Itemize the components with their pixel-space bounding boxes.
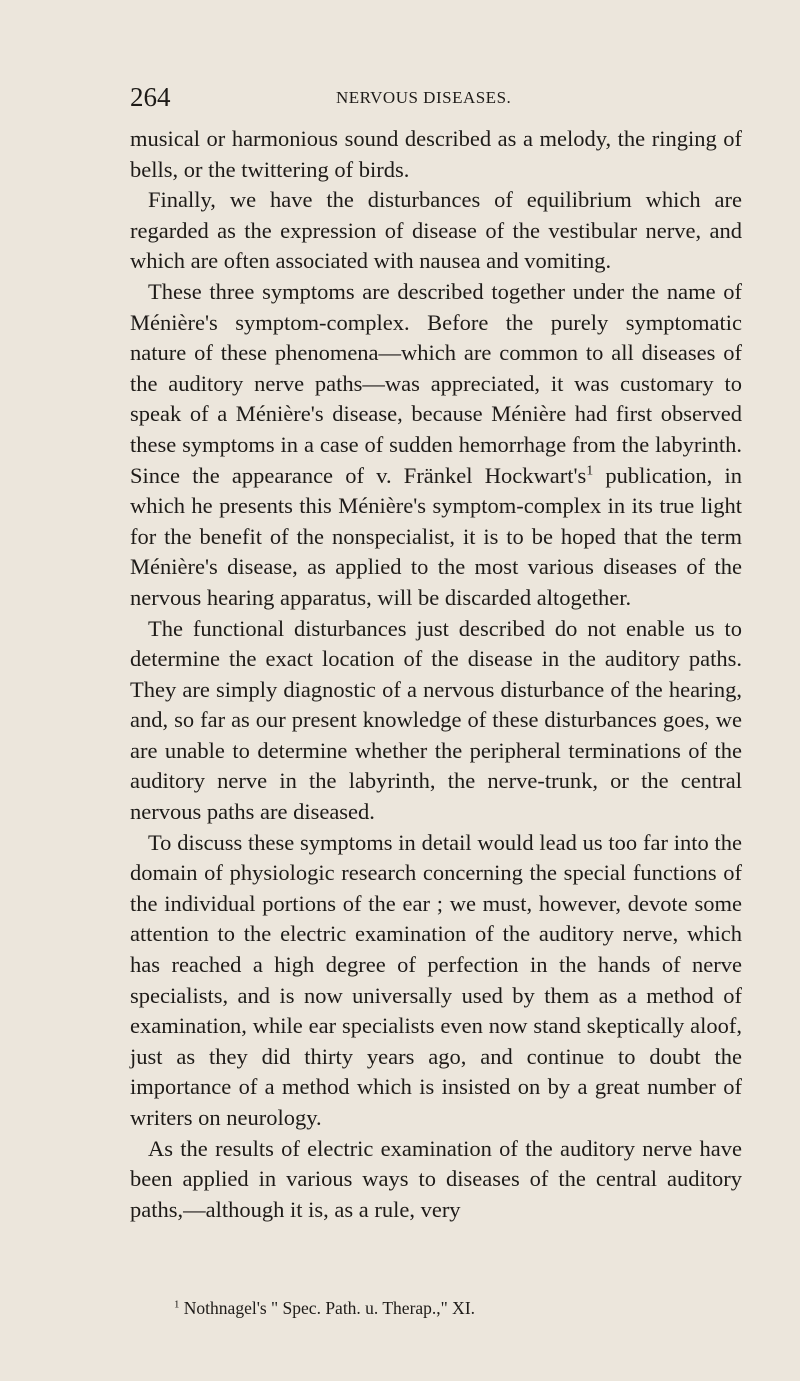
footnote-reference: 1 <box>586 463 594 479</box>
paragraph-central-paths: As the results of electric examination of the auditory nerve have been applied in various ways to diseases of the central auditory paths,—although it is, as a rule, very <box>130 1135 742 1222</box>
page-number: 264 <box>130 82 171 112</box>
paragraph-meniere <box>130 277 742 614</box>
footnote-marker: 1 <box>174 1298 180 1311</box>
paragraph-continuation: musical or harmonious sound described as a melody, the ringing of bells, or the twittering of birds. <box>130 126 742 182</box>
footnote-text: Nothnagel's " Spec. Path. u. Therap.," XI. <box>183 1298 476 1318</box>
running-head <box>130 80 750 114</box>
footnote <box>174 1296 734 1320</box>
paragraph-functional-disturbances: The functional disturbances just described do not enable us to determine the exact location of the disease in the auditory paths. They are simply diagnostic of a nervous disturbance of the hearing, and, so far as our present knowledge of these disturbances goes, we are unable to determine whether the peripheral terminations of the auditory nerve in the labyrinth, the nerve-trunk, or the central nervous paths are diseased. <box>130 615 742 825</box>
running-title: NERVOUS DISEASES. <box>336 88 512 107</box>
paragraph-electric-examination: To discuss these symptoms in detail would lead us too far into the domain of physiologic research concerning the special functions of the individual portions of the ear ; we must, however, devote some attention to the electric examination of the auditory nerve, which has reached a high degree of perfection in the hands of nerve specialists, and is now universally used by them as a method of examination, while ear specialists even now stand skeptically aloof, just as they did thirty years ago, and continue to doubt the importance of a method which is insisted on by a great number of writers on neurology. <box>130 829 742 1130</box>
paragraph-meniere-text-after: publication, in which he presents this Ménière's symptom-complex in its true light for the benefit of the nonspecialist, it is to be hoped that the term Ménière's disease, as applied to the most various diseases of the nervous hearing apparatus, will be discarded altogether. <box>130 462 742 610</box>
body-text <box>130 124 742 1225</box>
paragraph-meniere-text-before: These three symptoms are described together under the name of Ménière's symptom-complex. Before the purely symptomatic nature of these phenomena—which are common to all diseases of the auditory nerve paths—was appreciated, it was customary to speak of a Ménière's disease, because Ménière had first observed these symptoms in a case of sudden hemorrhage from the labyrinth. Since the appearance of v. Fränkel Hockwart's <box>130 278 742 488</box>
paragraph-equilibrium: Finally, we have the disturbances of equilibrium which are regarded as the expression of disease of the vestibular nerve, and which are often associated with nausea and vomiting. <box>130 187 742 274</box>
